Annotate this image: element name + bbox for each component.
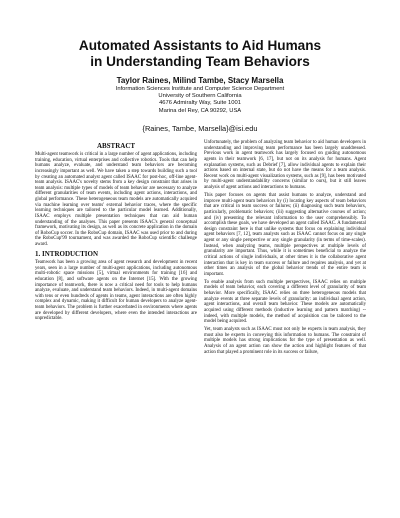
abstract-heading: ABSTRACT — [96, 142, 136, 150]
affiliation-line: University of Southern California — [158, 93, 242, 100]
body-paragraph: Yet, team analysts such as ISAAC must not only be experts in team analysis, they must also be experts in conveying this information to humans. The constraint of multiple models has strong implications for the type of presentation as well. Analysis of an agent action can show the action and highlight features of that action that played a prominent role in its success or failure, — [204, 327, 366, 355]
affiliation-line: Information Sciences Institute and Computer Science Department — [115, 86, 285, 92]
affiliation-line: 4676 Admiralty Way, Suite 1001 — [159, 100, 241, 107]
left-column — [35, 142, 197, 324]
body-paragraph: This paper focuses on agents that assist humans to analyze, understand and improve multi-agent team behaviors by (i) locating key aspects of team behaviors that are critical in team success or failures; (ii) diagnosing such team behaviors, particularly, problematic behaviors; (iii) suggesting alternative courses of action; and (iv) presenting the relevant information to the user comprehensibly. To accomplish these goals, we have developed an agent called ISAAC. A fundamental design constraint here is that unlike systems that focus on explaining individual agent behaviors [7, 12], team analysts such as ISAAC cannot focus on any single agent or any single perspective or any single granularity (in terms of time-scales). Instead, when analyzing teams, multiple perspectives at multiple levels of granularity are important. Thus, while it is sometimes beneficial to analyze the critical actions of single individuals, at other times it is the collaborative agent interaction that is key in team success or failure and requires analysis, and yet at other times an analysis of the global behavior trends of the entire team is important. — [204, 193, 366, 277]
title-line-2: in Understanding Team Behaviors — [90, 54, 310, 69]
author-list — [0, 76, 400, 85]
abstract-text: Multi-agent teamwork is critical in a large number of agent applications, including training, education, virtual enterprises and collective robotics. Tools that can help humans analyze, evaluate, and understand team behaviors are becoming increasingly important as well. We have taken a step towards building such a tool by creating an automated analyst agent called ISAAC for post-hoc, off-line agent-team analysis. ISAAC's novelty stems from a key design constraint that arises in team analysis: multiple types of models of team behavior are necessary to analyze different granularities of team events, including agent actions, interactions, and global performance. These heterogeneous team models are automatically acquired via machine learning over teams' external behavior traces, where the specific learning techniques are tailored to the particular model learned. Additionally, ISAAC employs multiple presentation techniques that can aid human understanding of the analyses. This paper presents ISAAC's general conceptual framework, motivating its design, as well as its concrete application in the domain of RoboCup soccer. In the RoboCup domain, ISAAC was used prior to and during the RoboCup'99 tournament, and was awarded the RoboCup scientific challenge award. — [35, 152, 197, 247]
paper-title — [0, 38, 400, 70]
authors-text: Taylor Raines, Milind Tambe, Stacy Marsella — [116, 76, 284, 85]
body-paragraph: Unfortunately, the problem of analyzing team behavior to aid human developers in understanding and improving team performance has been largely unaddressed. Previous work in agent teamwork has largely focused on guiding autonomous agents in their teamwork [6, 17], but not on its analysis for humans. Agent explanation systems, such as Debrief [7], allow individual agents to explain their actions based on internal state, but do not have the means for a team analysis. Recent work on multi-agent visualization systems, such as [9], has been motivated by multi-agent understandability concerns (similar to ours), but it still leaves analysis of agent actions and interactions to humans. — [204, 140, 366, 190]
introduction-text: Teamwork has been a growing area of agent research and development in recent years, seen in a large number of multi-agent applications, including autonomous multi-robotic space missions [5], virtual environments for training [16] and education [8], and software agents on the Internet [15]. With the growing importance of teamwork, there is now a critical need for tools to help humans analyze, evaluate, and understand team behaviors. Indeed, in multi-agent domains with tens or even hundreds of agents in teams, agent interactions are often highly complex and dynamic, making it difficult for human developers to analyze agent-team behaviors. The problem is further exacerbated in environments where agents are developed by different developers, where even the intended interactions are unpredictable. — [35, 260, 197, 322]
introduction-heading: 1. INTRODUCTION — [35, 250, 99, 259]
author-email: {Raines, Tambe, Marsella}@isi.edu — [142, 124, 258, 133]
right-column — [204, 140, 366, 358]
title-line-1: Automated Assistants to Aid Humans — [78, 38, 322, 53]
affiliation-line: Marina del Rey, CA 90292, USA — [158, 107, 242, 114]
body-paragraph: To enable analysis from such multiple perspectives, ISAAC relies on multiple models of team behavior, each covering a different level of granularity of team behavior. More specifically, ISAAC relies on three heterogeneous models that analyze events at three separate levels of granularity: an individual agent action, agent interactions, and overall team behavior. These models are automatically acquired using different methods (inductive learning and pattern matching) -- indeed, with multiple models, the method of acquisition can be tailored to the model being acquired. — [204, 279, 366, 325]
affiliation-block — [0, 86, 400, 115]
